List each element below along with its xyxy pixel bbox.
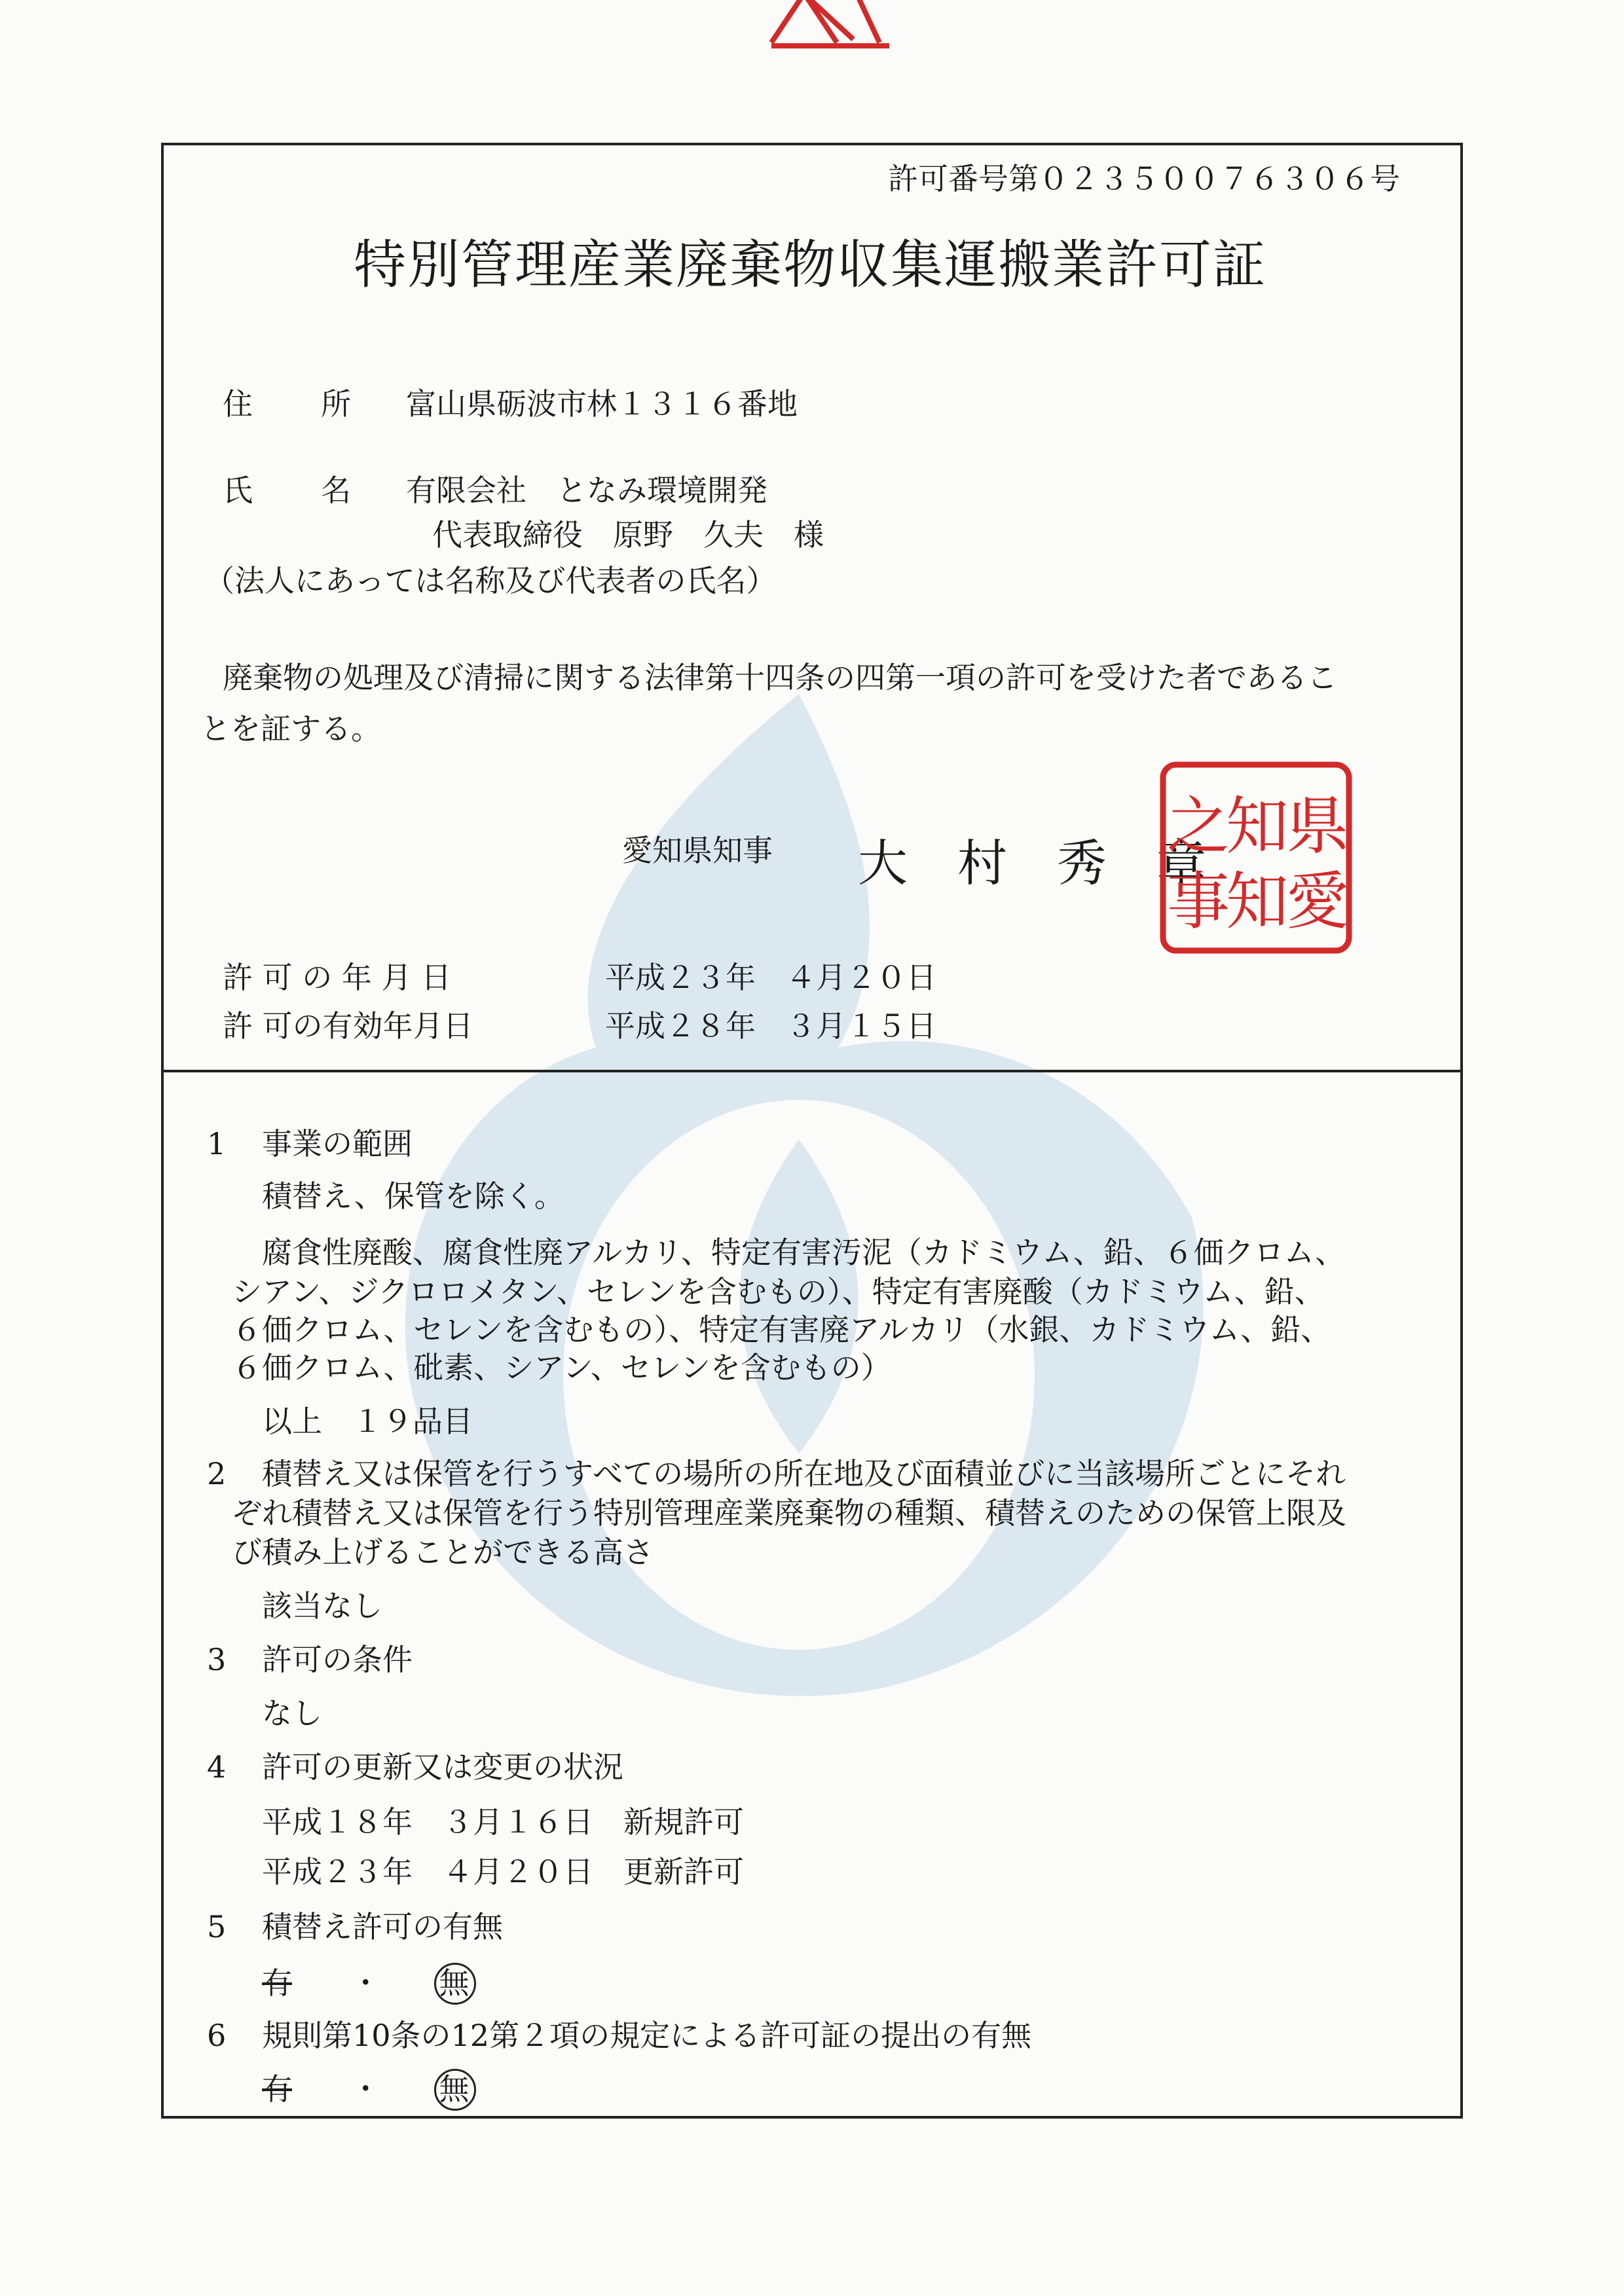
document-title: 特別管理産業廃棄物収集運搬業許可証 bbox=[354, 234, 1266, 295]
seal-col-1: 県 bbox=[1286, 790, 1349, 863]
svg-text:事: 事 bbox=[1167, 865, 1230, 938]
item-6-number: 6 bbox=[207, 2018, 227, 2053]
item-4-number: 4 bbox=[207, 1749, 227, 1785]
name-note: （法人にあっては名称及び代表者の氏名） bbox=[204, 563, 777, 598]
item-6-no-circled: 無 bbox=[439, 2074, 470, 2104]
item-3-value: なし bbox=[262, 1696, 322, 1731]
representative-name: 代表取締役 原野 久夫 様 bbox=[432, 517, 824, 553]
item-5-options bbox=[262, 1965, 470, 2001]
valid-until-date: 平成２８年 ３月１５日 bbox=[605, 1008, 936, 1044]
permit-date-label: 許 可 の 年 月 日 bbox=[223, 960, 452, 995]
svg-text:愛: 愛 bbox=[1286, 865, 1349, 938]
item-4-history-2: 平成２３年 ４月２０日 更新許可 bbox=[262, 1854, 744, 1889]
item-1-waste-line-1: 腐食性廃酸、腐食性廃アルカリ、特定有害汚泥（カドミウム、鉛、６価クロム、 bbox=[262, 1235, 1346, 1270]
permit-date: 平成２３年 ４月２０日 bbox=[605, 960, 936, 995]
item-2-heading-line-3: び積み上げることができる高さ bbox=[232, 1535, 654, 1570]
item-2-heading-line-2: ぞれ積替え又は保管を行う特別管理産業廃棄物の種類、積替えのための保管上限及 bbox=[232, 1495, 1346, 1531]
item-5-yes-struck: 有 bbox=[262, 1965, 292, 2001]
statement-line-1: 廃棄物の処理及び清掃に関する法律第十四条の四第一項の許可を受けた者であるこ bbox=[223, 660, 1337, 695]
issuer-title: 愛知県知事 bbox=[622, 833, 773, 868]
permit-number: 許可番号第０２３５００７６３０６号 bbox=[888, 161, 1400, 196]
company-name: 有限会社 となみ環境開発 bbox=[406, 473, 767, 508]
item-2-heading-line-1: 積替え又は保管を行うすべての場所の所在地及び面積並びに当該場所ごとにそれ bbox=[262, 1456, 1346, 1491]
item-6-dot: ・ bbox=[350, 2071, 381, 2107]
item-1-waste-line-2: シアン、ジクロロメタン、セレンを含むもの）、特定有害廃酸（カドミウム、鉛、 bbox=[232, 1274, 1325, 1309]
item-6-yes-struck: 有 bbox=[262, 2071, 292, 2107]
item-4-heading: 許可の更新又は変更の状況 bbox=[262, 1749, 623, 1785]
item-1-heading: 事業の範囲 bbox=[262, 1126, 413, 1161]
governor-official-seal bbox=[1158, 759, 1354, 956]
issuer-name: 大 村 秀 章 bbox=[858, 834, 1206, 892]
item-6-heading: 規則第10条の12第２項の規定による許可証の提出の有無 bbox=[262, 2018, 1032, 2053]
name-label-2: 名 bbox=[321, 473, 351, 508]
item-6-options bbox=[262, 2071, 470, 2107]
item-3-heading: 許可の条件 bbox=[262, 1642, 413, 1677]
valid-until-label: 許 可の有効年月日 bbox=[223, 1008, 473, 1044]
item-5-dot: ・ bbox=[350, 1965, 381, 2001]
item-1-waste-line-3: ６価クロム、セレンを含むもの）、特定有害廃アルカリ（水銀、カドミウム、鉛、 bbox=[232, 1312, 1331, 1347]
item-2-value: 該当なし bbox=[262, 1588, 382, 1624]
item-1-number: 1 bbox=[207, 1126, 227, 1161]
item-5-heading: 積替え許可の有無 bbox=[262, 1909, 503, 1944]
svg-text:之: 之 bbox=[1167, 790, 1230, 863]
address-value: 富山県砺波市林１３１６番地 bbox=[406, 386, 798, 422]
svg-text:知: 知 bbox=[1226, 790, 1289, 863]
address-label-1: 住 bbox=[223, 386, 253, 422]
item-4-history-1: 平成１８年 ３月１６日 新規許可 bbox=[262, 1804, 744, 1840]
name-label-1: 氏 bbox=[223, 473, 253, 508]
item-1-count: 以上 １９品目 bbox=[262, 1404, 473, 1439]
item-1-waste-line-4: ６価クロム、砒素、シアン、セレンを含むもの） bbox=[232, 1350, 891, 1385]
top-stamp-fragment bbox=[765, 0, 896, 59]
item-2-number: 2 bbox=[207, 1456, 227, 1491]
item-1-sub-a: 積替え、保管を除く。 bbox=[262, 1178, 564, 1214]
section-divider bbox=[161, 1070, 1463, 1072]
item-5-number: 5 bbox=[207, 1909, 227, 1944]
address-label-2: 所 bbox=[321, 386, 351, 422]
item-5-no-circled: 無 bbox=[439, 1968, 470, 1998]
item-3-number: 3 bbox=[207, 1642, 227, 1677]
statement-line-2: とを証する。 bbox=[200, 711, 381, 746]
svg-text:知: 知 bbox=[1226, 865, 1289, 938]
